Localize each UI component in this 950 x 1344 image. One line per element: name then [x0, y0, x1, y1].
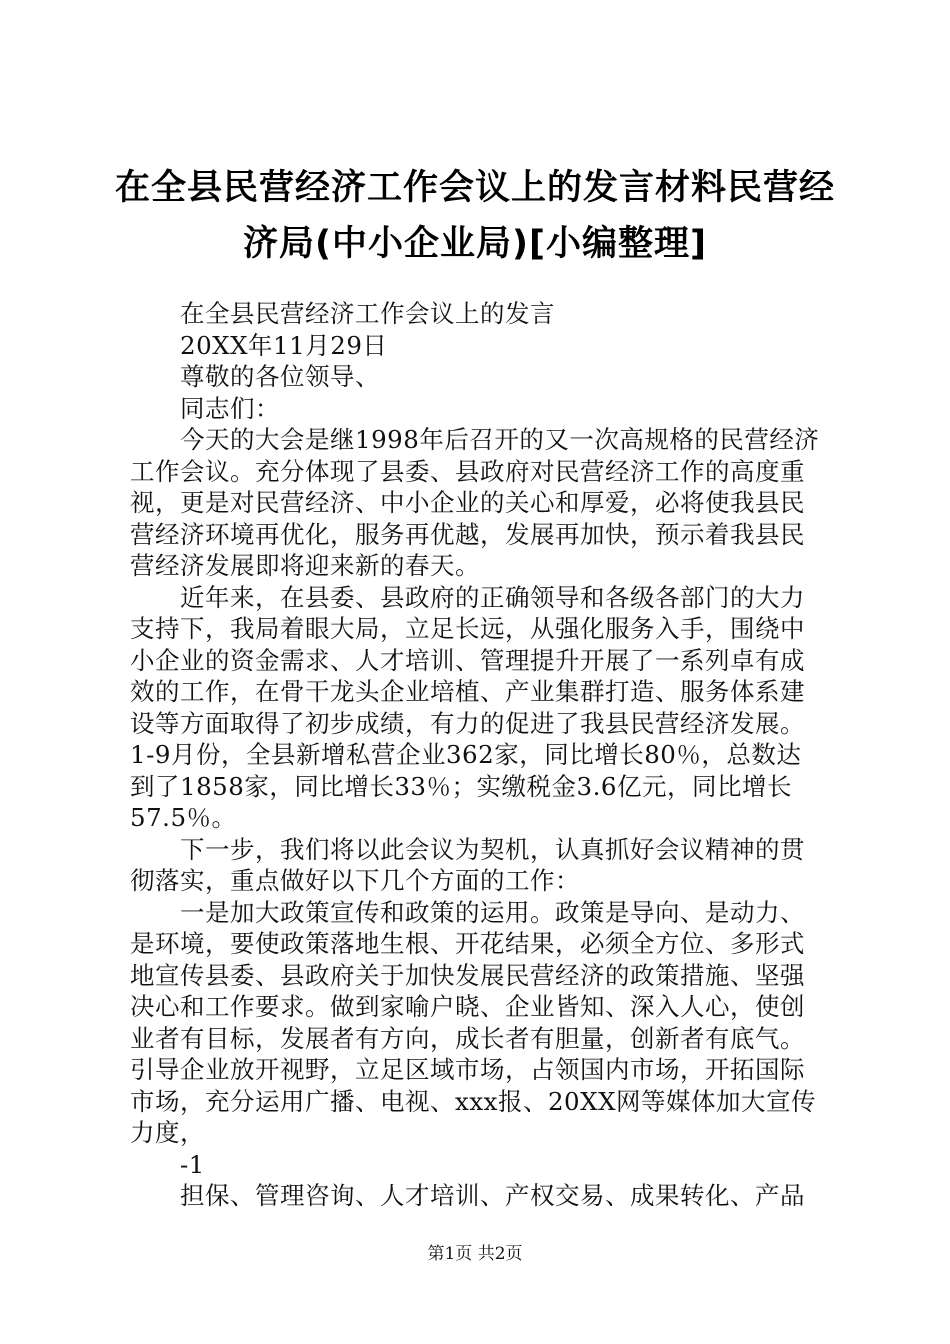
text-line: 业者有目标，发展者有方向，成长者有胆量，创新者有底气。 [130, 1023, 805, 1053]
title-line-2: 济局(中小企业局)[小编整理] [243, 224, 707, 264]
text-line: 工作会议。充分体现了县委、县政府对民营经济工作的高度重 [130, 456, 805, 486]
text-line: 营经济环境再优化，服务再优越，发展再加快，预示着我县民 [130, 519, 805, 549]
text-line: 57.5％。 [130, 803, 237, 832]
text-line: 近年来，在县委、县政府的正确领导和各级各部门的大力 [180, 582, 805, 612]
text-line: 下一步，我们将以此会议为契机，认真抓好会议精神的贯 [180, 834, 805, 864]
page-footer: 第1页 共2页 [427, 1244, 523, 1264]
text-line: 一是加大政策宣传和政策的运用。政策是导向、是动力、 [180, 897, 805, 927]
text-line: 同志们： [180, 393, 280, 423]
text-line: 支持下，我局着眼大局，立足长远，从强化服务入手，围绕中 [130, 614, 805, 643]
title-line-1: 在全县民营经济工作会议上的发言材料民营经 [114, 168, 835, 208]
text-line: 地宣传县委、县政府关于加快发展民营经济的政策措施、坚强 [130, 960, 805, 990]
document-title [60, 160, 890, 272]
document-body [130, 298, 830, 1212]
text-line: 引导企业放开视野，立足区域市场，占领国内市场，开拓国际 [130, 1055, 805, 1084]
text-line: 担保、管理咨询、人才培训、产权交易、成果转化、产品 [180, 1181, 805, 1210]
text-line: 营经济发展即将迎来新的春天。 [130, 551, 480, 580]
text-line: 尊敬的各位领导、 [180, 362, 380, 391]
text-line: -1 [180, 1149, 205, 1179]
text-line: 彻落实，重点做好以下几个方面的工作： [130, 866, 580, 895]
text-line: 小企业的资金需求、人才培训、管理提升开展了一系列卓有成 [130, 645, 805, 675]
text-line: 市场，充分运用广播、电视、xxx报、20XX网等媒体加大宣传 [130, 1086, 817, 1116]
text-line: 今天的大会是继1998年后召开的又一次高规格的民营经济 [180, 425, 820, 454]
text-line: 设等方面取得了初步成绩，有力的促进了我县民营经济发展。 [130, 708, 805, 738]
text-line: 效的工作，在骨干龙头企业培植、产业集群打造、服务体系建 [130, 677, 805, 706]
text-line: 到了1858家，同比增长33％；实缴税金3.6亿元，同比增长 [130, 771, 792, 801]
text-line: 20XX年11月29日 [180, 330, 388, 360]
text-line: 1-9月份，全县新增私营企业362家，同比增长80％，总数达 [130, 740, 802, 769]
text-line: 决心和工作要求。做到家喻户晓、企业皆知、深入人心，使创 [130, 992, 805, 1021]
text-line: 力度， [130, 1118, 205, 1147]
text-line: 在全县民营经济工作会议上的发言 [180, 299, 555, 328]
text-line: 视，更是对民营经济、中小企业的关心和厚爱，必将使我县民 [130, 488, 805, 517]
text-line: 是环境，要使政策落地生根、开花结果，必须全方位、多形式 [130, 929, 805, 958]
